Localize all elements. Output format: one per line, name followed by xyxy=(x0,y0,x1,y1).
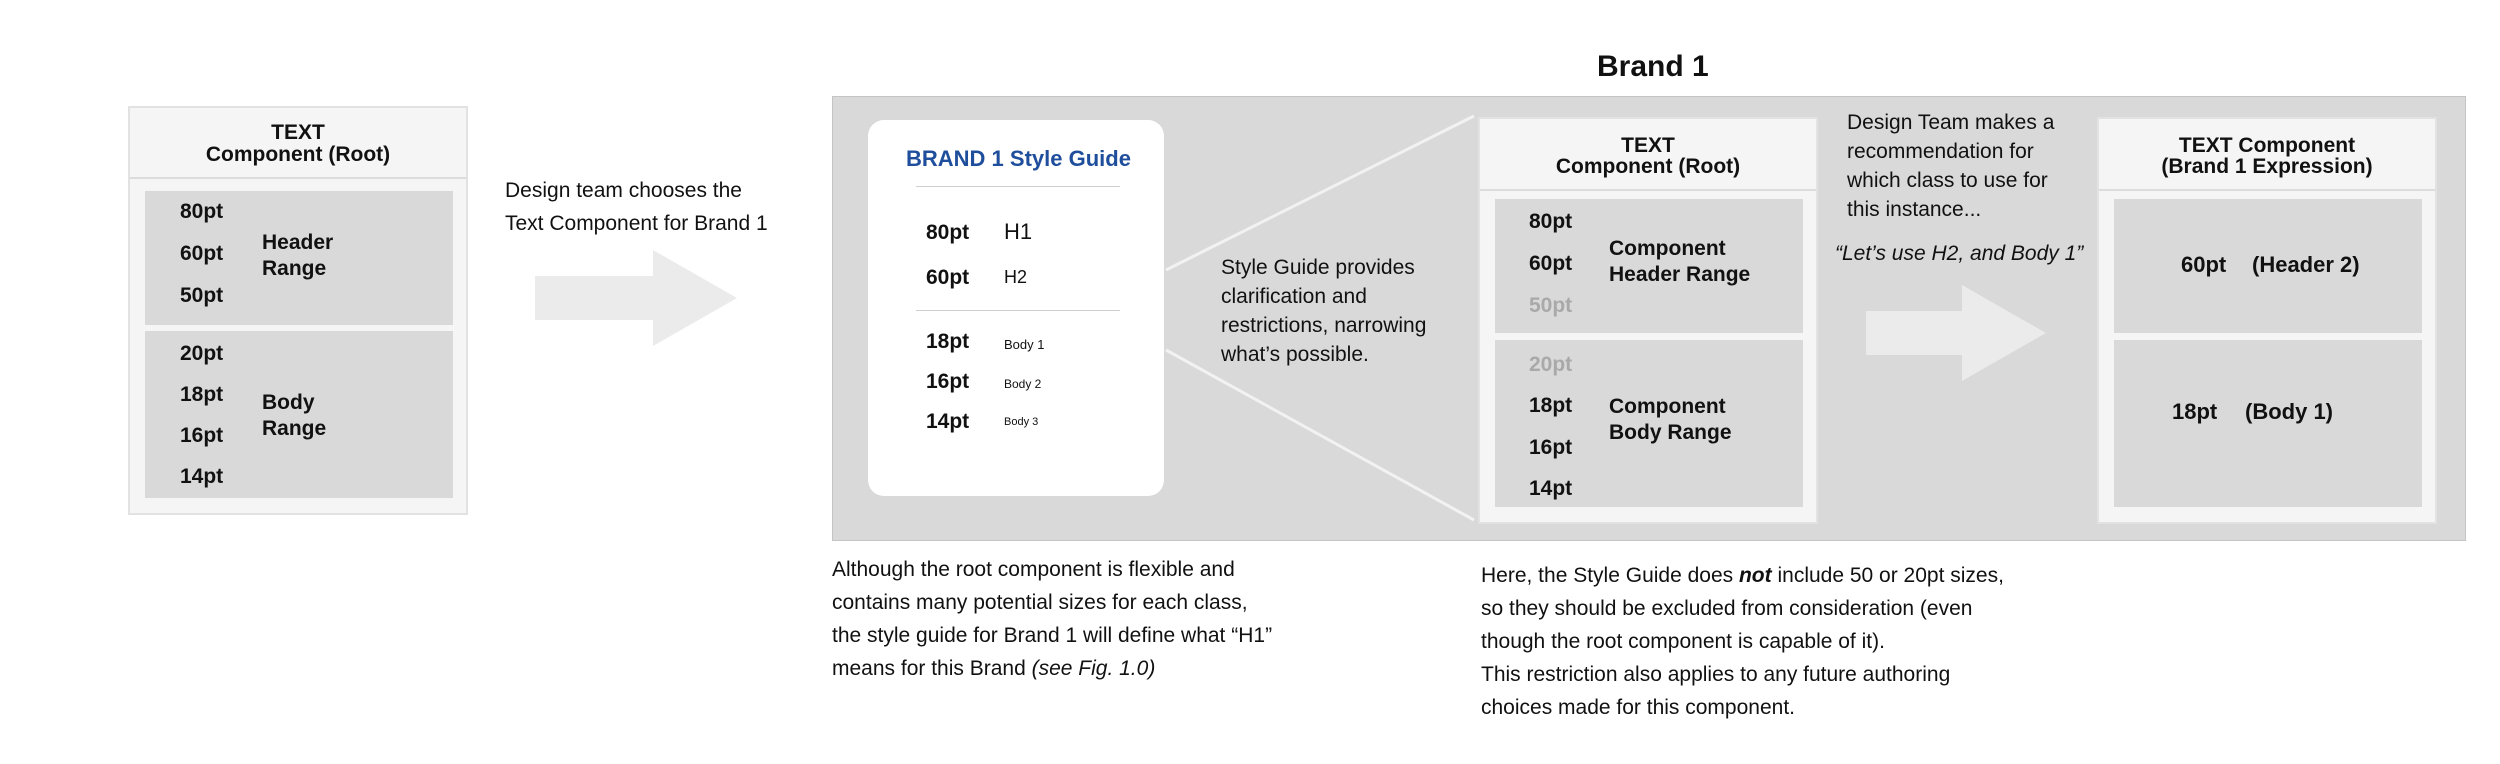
brand-body-range-panel xyxy=(1495,340,1803,507)
brand-title: Brand 1 xyxy=(1597,50,1709,83)
header-size-80: 80pt xyxy=(180,200,224,223)
body-size-20: 20pt xyxy=(180,342,224,365)
caption-right-line1 xyxy=(1481,559,2004,592)
recommendation-quote: “Let’s use H2, and Body 1” xyxy=(1835,242,2084,265)
expression-title-line1: TEXT Component xyxy=(2178,134,2356,157)
header-size-50: 50pt xyxy=(180,284,224,307)
guide-h1-size: 80pt xyxy=(926,221,970,244)
root-component-card xyxy=(128,106,468,515)
guide-body2-label: Body 2 xyxy=(1004,377,1042,391)
recommendation-line2: recommendation for xyxy=(1847,140,2034,163)
expression-header-panel xyxy=(2114,199,2422,333)
header-range-label-line2: Range xyxy=(262,257,327,280)
expression-body-label: (Body 1) xyxy=(2245,399,2333,424)
body-size-14: 14pt xyxy=(180,465,224,488)
step1-line2: Text Component for Brand 1 xyxy=(505,212,768,235)
caption-right-line5: choices made for this component. xyxy=(1481,696,1795,719)
brand-body-range-line2: Body Range xyxy=(1609,421,1732,444)
brand-header-range-panel xyxy=(1495,199,1803,333)
caption-left-line1: Although the root component is flexible and xyxy=(832,558,1235,581)
expression-header-size: 60pt xyxy=(2181,252,2227,277)
brand-root-title-line2: Component (Root) xyxy=(1555,155,1741,178)
guide-body1-label: Body 1 xyxy=(1004,337,1045,352)
header-range-label-line1: Header xyxy=(262,231,334,254)
guide-body2-size: 16pt xyxy=(926,370,970,393)
step1-line1: Design team chooses the xyxy=(505,179,742,202)
style-guide-title: BRAND 1 Style Guide xyxy=(906,146,1131,171)
brand-body-range-line1: Component xyxy=(1609,395,1726,418)
header-range-panel xyxy=(145,191,453,325)
body-range-panel xyxy=(145,331,453,498)
guide-h2-label: H2 xyxy=(1004,267,1028,287)
caption-right-line1-start: Here, the Style Guide does xyxy=(1481,564,1739,587)
header-size-60: 60pt xyxy=(180,242,224,265)
brand-header-size-60: 60pt xyxy=(1529,252,1573,275)
caption-left-line4 xyxy=(832,652,1155,685)
brand-body-size-16: 16pt xyxy=(1529,436,1573,459)
expression-divider xyxy=(2099,189,2435,191)
expression-body-size: 18pt xyxy=(2172,399,2218,424)
brand-header-size-80: 80pt xyxy=(1529,210,1573,233)
guide-body3-size: 14pt xyxy=(926,410,970,433)
caption-left-line3: the style guide for Brand 1 will define what “H1” xyxy=(832,624,1273,647)
root-card-title-line1: TEXT xyxy=(271,121,325,144)
brand-header-range-line2: Header Range xyxy=(1609,263,1751,286)
brand-body-size-20: 20pt xyxy=(1529,353,1573,376)
body-size-16: 16pt xyxy=(180,424,224,447)
root-card-title-line2: Component (Root) xyxy=(205,143,391,166)
caption-left-line2: contains many potential sizes for each class, xyxy=(832,591,1248,614)
body-range-label-line2: Range xyxy=(262,417,327,440)
style-note-line4: what’s possible. xyxy=(1221,343,1369,366)
caption-left-line4-text: means for this Brand xyxy=(832,657,1032,680)
style-note-line2: clarification and xyxy=(1221,285,1367,308)
arrow-right-icon xyxy=(535,250,740,346)
style-guide-card xyxy=(868,120,1164,496)
brand-root-component-card xyxy=(1478,117,1818,524)
style-guide-divider-mid xyxy=(916,310,1120,311)
guide-h2-size: 60pt xyxy=(926,266,970,289)
guide-body3-label: Body 3 xyxy=(1004,416,1039,428)
arrow-right-icon xyxy=(1866,285,2048,381)
guide-h1-label: H1 xyxy=(1004,219,1033,244)
brand-root-title-line1: TEXT xyxy=(1621,134,1675,157)
root-card-divider xyxy=(130,177,466,179)
body-size-18: 18pt xyxy=(180,383,224,406)
recommendation-line1: Design Team makes a xyxy=(1847,111,2055,134)
recommendation-line4: this instance... xyxy=(1847,198,1982,221)
style-note-line3: restrictions, narrowing xyxy=(1221,314,1427,337)
recommendation-line3: which class to use for xyxy=(1847,169,2048,192)
brand-root-divider xyxy=(1480,189,1816,191)
caption-right-line2: so they should be excluded from consideration (even xyxy=(1481,597,1973,620)
style-guide-divider-top xyxy=(916,186,1120,187)
caption-right-line1-end: include 50 or 20pt sizes, xyxy=(1771,564,2004,587)
caption-right-line4: This restriction also applies to any future authoring xyxy=(1481,663,1951,686)
brand-expression-card xyxy=(2097,117,2437,524)
caption-left-figure-ref: (see Fig. 1.0) xyxy=(1031,657,1156,680)
style-note-line1: Style Guide provides xyxy=(1221,256,1415,279)
brand-header-range-line1: Component xyxy=(1609,237,1726,260)
expression-body-panel xyxy=(2114,340,2422,507)
brand-body-size-14: 14pt xyxy=(1529,477,1573,500)
brand-header-size-50: 50pt xyxy=(1529,294,1573,317)
guide-body1-size: 18pt xyxy=(926,330,970,353)
expression-header-label: (Header 2) xyxy=(2252,252,2360,277)
caption-right-line3: though the root component is capable of it). xyxy=(1481,630,1885,653)
body-range-label-line1: Body xyxy=(262,391,315,414)
caption-right-emphasis: not xyxy=(1738,564,1772,587)
brand-body-size-18: 18pt xyxy=(1529,394,1573,417)
expression-title-line2: (Brand 1 Expression) xyxy=(2161,155,2373,178)
